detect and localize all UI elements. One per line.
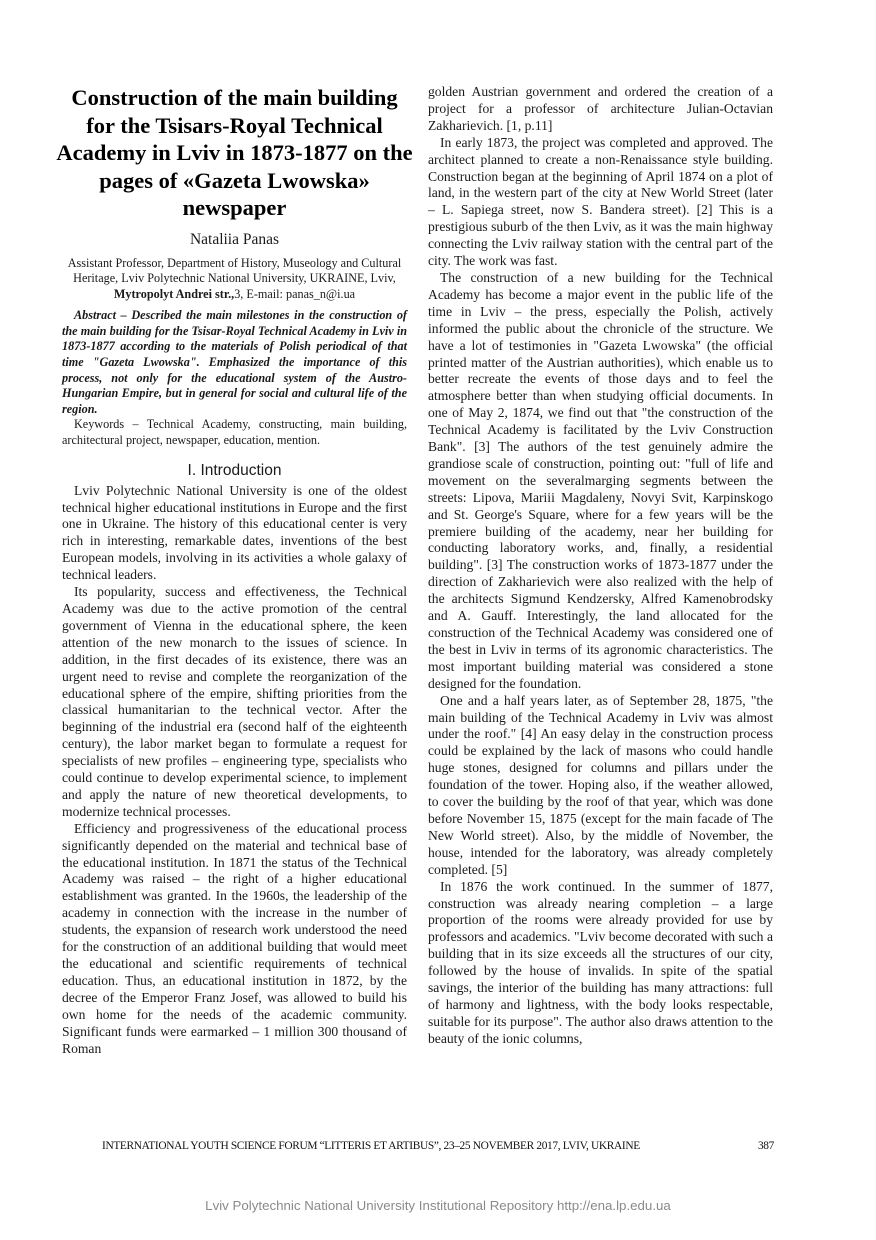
- author-affiliation: [62, 256, 407, 303]
- keywords: Keywords – Technical Academy, constructing, main building, architectural project, newspaper, education, mention.: [62, 417, 407, 448]
- abstract: Abstract – Described the main milestones in the construction of the main building for the Tsisar-Royal Technical Academy in Lviv in 1873-1877 according to the materials of Polish periodical of that time "Gazeta Lwowska". Emphasized the importance of this process, not only for the educational system of the Austro-Hungarian Empire, but in general for social and cultural life of the region.: [62, 308, 407, 416]
- paragraph: In 1876 the work continued. In the summer of 1877, construction was already nearing completion – a large proportion of the rooms were already provided for use by professors and academics. "Lviv become decorated with such a building that in its size exceeds all the structures of our city, followed by the house of invalids. In spite of the spatial savings, the interior of the building has many attractions: full of harmony and lightness, with the body looks respectable, suitable for its purpose". The author also draws attention to the beauty of the ionic columns,: [428, 878, 773, 1046]
- page-number: 387: [757, 1140, 774, 1152]
- conference-footer: INTERNATIONAL YOUTH SCIENCE FORUM “LITTERIS ET ARTIBUS”, 23–25 NOVEMBER 2017, LVIV, UKRAINE: [102, 1140, 640, 1152]
- paragraph: Lviv Polytechnic National University is one of the oldest technical higher educational institutions in Europe and the first one in Ukraine. The history of this educational center is very rich in interesting, remarkable dates, inventions of the best European models, involving in its activities a whole galaxy of technical leaders.: [62, 482, 407, 583]
- paragraph: The construction of a new building for the Technical Academy has become a major event in the public life of the time in Lviv – the press, especially the Polish, actively informed the public about the chronicle of the structure. We have a lot of testimonies in "Gazeta Lwowska" (the official printed matter of the Austrian authorities), which enable us to better recreate the events of those days and to feel the atmosphere better than when studying official documents. In one of May 2, 1874, we find out that "the construction of the Technical Academy is facilitated by the Lviv Construction Bank". [3] The authors of the test genuinely admire the grandiose scale of construction, pointing out: "full of life and movement on the severalmarging segments between the streets: Lipova, Mariii Magdaleny, Novyi Svit, Karpinskogo and St. George's Square, where for a few years will be the premiere building of the academy, near her building for conducting laboratory works, and, finally, a residential building". [3] The construction works of 1873-1877 under the direction of Zakharievich were also realized with the help of the architects Sigmund Kendzersky, Alfred Kamenobrodsky and A. Gauff. Interestingly, the land allocated for the construction of the Technical Academy was considered one of the best in Lviv in terms of its agronomic characteristics. The most important building material was considered a stone designed for the foundation.: [428, 269, 773, 691]
- left-column: [56, 84, 413, 1057]
- affiliation-text: Assistant Professor, Department of History, Museology and Cultural Heritage, Lviv Polytechnic National University, UKRAINE, Lviv,: [67, 255, 402, 286]
- paragraph: Efficiency and progressiveness of the educational process significantly depended on the material and technical base of the educational institution. In 1871 the status of the Technical Academy was raised – the right of a higher educational establishment was granted. In the 1960s, the leadership of the academy in connection with the increase in the number of students, the expansion of research work understood the need for the construction of an additional building that would meet the educational and scientific requirements of technical education. Thus, an educational institution in 1872, by the decree of the Emperor Franz Josef, was allowed to build his own home for the needs of the academic community. Significant funds were earmarked – 1 million 300 thousand of Roman: [62, 820, 407, 1056]
- paragraph: In early 1873, the project was completed and approved. The architect planned to create a non-Renaissance style building. Construction began at the beginning of April 1874 on a plot of land, in the western part of the city at New World Street (later – L. Sapiega street, now S. Bandera street). [2] This is a prestigious suburb of the then Lviv, as it was the main highway connecting the Lviv railway station with the central part of the city. The work was fast.: [428, 134, 773, 269]
- paragraph: golden Austrian government and ordered the creation of a project for a professor of architecture Julian-Octavian Zakharievich. [1, p.11]: [428, 84, 773, 133]
- author-name: Nataliia Panas: [189, 230, 280, 248]
- right-column: [428, 84, 773, 1048]
- affiliation-email: 3, E-mail: panas_n@i.ua: [234, 286, 356, 301]
- affiliation-street: Mytropolyt Andrei str.,: [113, 286, 235, 301]
- section-heading-introduction: I. Introduction: [187, 461, 282, 479]
- page-footer: [102, 1140, 774, 1152]
- repository-watermark: Lviv Polytechnic National University Institutional Repository http://ena.lp.edu.ua: [205, 1198, 671, 1213]
- paper-title: Construction of the main building for the Tsisars-Royal Technical Academy in Lviv in 1873-1877 on the pages of «Gazeta Lwowska» newspaper: [56, 85, 413, 220]
- paragraph: Its popularity, success and effectiveness, the Technical Academy was due to the active promotion of the central government of Vienna in the educational sphere, the keen attention of the new monarch to the issues of science. In addition, in the first decades of its existence, there was an urgent need to revise and complete the reorganization of the educational sphere of the empire, shifting priorities from the classical humanitarian to the technical vector. After the beginning of the industrial era (second half of the eighteenth century), the labor market began to formulate a request for specialists of new profiles – engineering type, specialists who could continue to develop experimental science, to implement and apply the nature of new theoretical developments, to modernize technical processes.: [62, 584, 407, 819]
- paragraph: One and a half years later, as of September 28, 1875, "the main building of the Technical Academy in Lviv was almost under the roof." [4] An easy delay in the construction process could be explained by the lack of masons who could handle huge stones, designed for columns and pillars under the foundation of the tower. Hoping also, if the weather allowed, to cover the building by the roof of that year, which was done before November 15, 1875 (except for the main facade of The New World street). Also, by the middle of November, the house, intended for the laboratory, was already completely completed. [5]: [428, 692, 773, 877]
